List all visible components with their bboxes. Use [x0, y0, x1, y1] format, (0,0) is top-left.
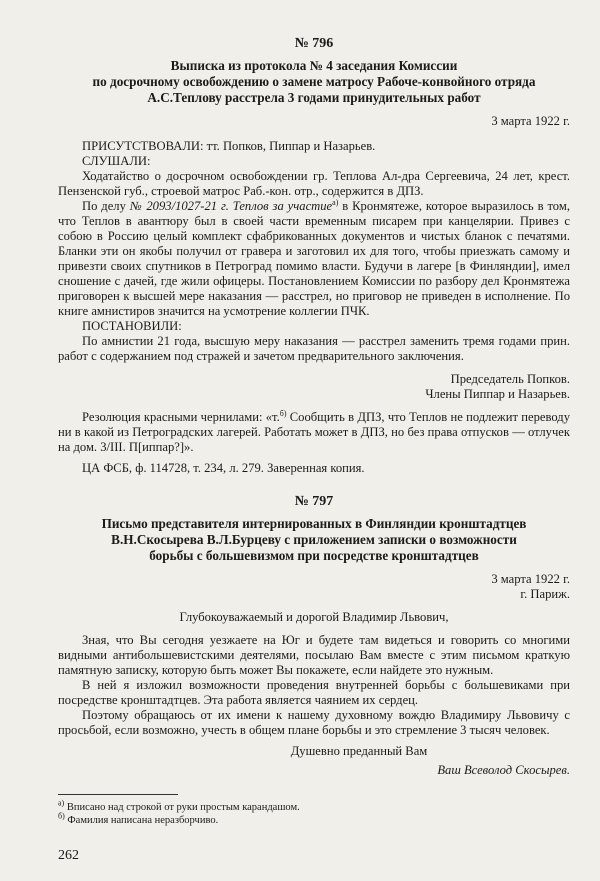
doc-797-paragraph: В ней я изложил возможности проведения внутренней борьбы с большевиками при посредстве кронштадтцев. Эта работа является чаянием их сердец. [58, 678, 570, 707]
doc-796-present: ПРИСУТСТВОВАЛИ: тт. Попков, Пиппар и Назарьев. [82, 139, 376, 153]
doc-796-case-text [58, 199, 570, 319]
doc-796-heard-label: СЛУШАЛИ: [82, 154, 151, 168]
footnote [58, 798, 570, 814]
doc-796-number: № 796 [294, 36, 334, 51]
doc-797-number: № 797 [294, 494, 334, 509]
doc-797-paragraph: Зная, что Вы сегодня уезжаете на Юг и будете там видеться и говорить со многими видными антибольшевистскими деятелями, посылаю Вам вместе с этим письмом краткую памятную записку, которую быть может Вы покажете, если найдете это нужным. [58, 633, 570, 677]
doc-796-source: ЦА ФСБ, ф. 114728, т. 234, л. 279. Заверенная копия. [82, 461, 365, 475]
doc-797-place: г. Париж. [520, 587, 570, 601]
doc-796-resolution-prefix: Резолюция красными чернилами: «т. [82, 410, 280, 424]
footnote-ref-a: а) [332, 197, 339, 207]
footnote-text: Фамилия написана неразборчиво. [64, 815, 219, 826]
doc-797-paragraph: Поэтому обращаюсь от их имени к нашему духовному вождю Владимиру Львовичу с просьбой, если возможно, учесть в общем плане борьбы и это стремление 3 тысяч человек. [58, 708, 570, 737]
footnote-mark: б) [58, 811, 65, 821]
doc-796-title-line: Выписка из протокола № 4 заседания Комиссии [170, 58, 458, 73]
doc-796-decided-text: По амнистии 21 года, высшую меру наказания — расстрел заменить тремя годами прин. работ с содержанием под стражей и зачетом предварительного заключения. [58, 334, 570, 363]
doc-796-title-line: А.С.Теплову расстрела 3 годами принудительных работ [147, 90, 481, 105]
doc-796-resolution-rest: Сообщить в ДПЗ, что Теплов не подлежит переводу ни в какой из Петроградских лагерей. Работать может в ДПЗ, но без права отпусков — отлучек на дом. 3/III. П[иппар?]». [58, 410, 570, 454]
doc-796-case-prefix: По делу [82, 199, 130, 213]
doc-797-title-line: борьбы с большевизмом при посредстве кронштадтцев [149, 548, 479, 563]
doc-796-heard-text: Ходатайство о досрочном освобождении гр. Теплова Ал-дра Сергеевича, 24 лет, крест. Пензенской губ., строевой матрос Раб.-кон. отр., содержится в ДПЗ. [58, 169, 570, 198]
doc-797-greeting: Глубокоуважаемый и дорогой Владимир Львович, [179, 610, 449, 624]
doc-797-title-line: В.Н.Скосырева В.Л.Бурцеву с приложением записки о возможности [111, 532, 517, 547]
doc-796-decided-label: ПОСТАНОВИЛИ: [82, 319, 182, 333]
doc-796-case-number: № 2093/1027-21 г. Теплов за участие [129, 199, 333, 213]
footnote-divider [58, 794, 178, 795]
doc-796-title [58, 58, 570, 106]
footnote [58, 811, 570, 827]
doc-796-members: Члены Пиппар и Назарьев. [425, 387, 570, 401]
footnote-text: Вписано над строкой от руки простым карандашом. [64, 802, 300, 813]
doc-796-chair: Председатель Попков. [450, 372, 570, 386]
doc-796-case-rest: в Кронмятеже, которое выразилось в том, что Теплов в авантюру был в своей части временным писарем при канцелярии. Привез с собою в Россию целый комплект сфабрикованных документов и чистых бланок с печатями. Бланки эти он якобы получил от гравера и заготовил их для того, чтобы приезжать самому и привезти своих спутников в Петроград помимо власти. Будучи в лагере [в Финляндии], имел сношение с дачей, где жили офицеры. Постановлением Комиссии по разбору дел Кронмятежа приговорен к высшей мере наказания — расстрел, но приговор не приведен в исполнение. По книге амнистиров значится на усмотрение коллегии ПЧК. [58, 199, 570, 318]
document-page [58, 36, 570, 827]
doc-797-signature: Ваш Всеволод Скосырев. [437, 763, 570, 777]
footnote-mark: а) [58, 798, 65, 808]
doc-797-date: 3 марта 1922 г. [491, 572, 570, 586]
doc-796-date: 3 марта 1922 г. [491, 114, 570, 128]
doc-796-title-line: по досрочному освобождению о замене матросу Рабоче-конвойного отряда [92, 74, 536, 89]
doc-797-title-line: Письмо представителя интернированных в Финляндии кронштадтцев [101, 516, 527, 531]
doc-797-title [58, 516, 570, 564]
footnote-ref-b: б) [279, 408, 287, 418]
doc-797-closing: Душевно преданный Вам [290, 744, 428, 758]
page-number: 262 [58, 848, 79, 863]
doc-796-resolution [58, 410, 570, 455]
